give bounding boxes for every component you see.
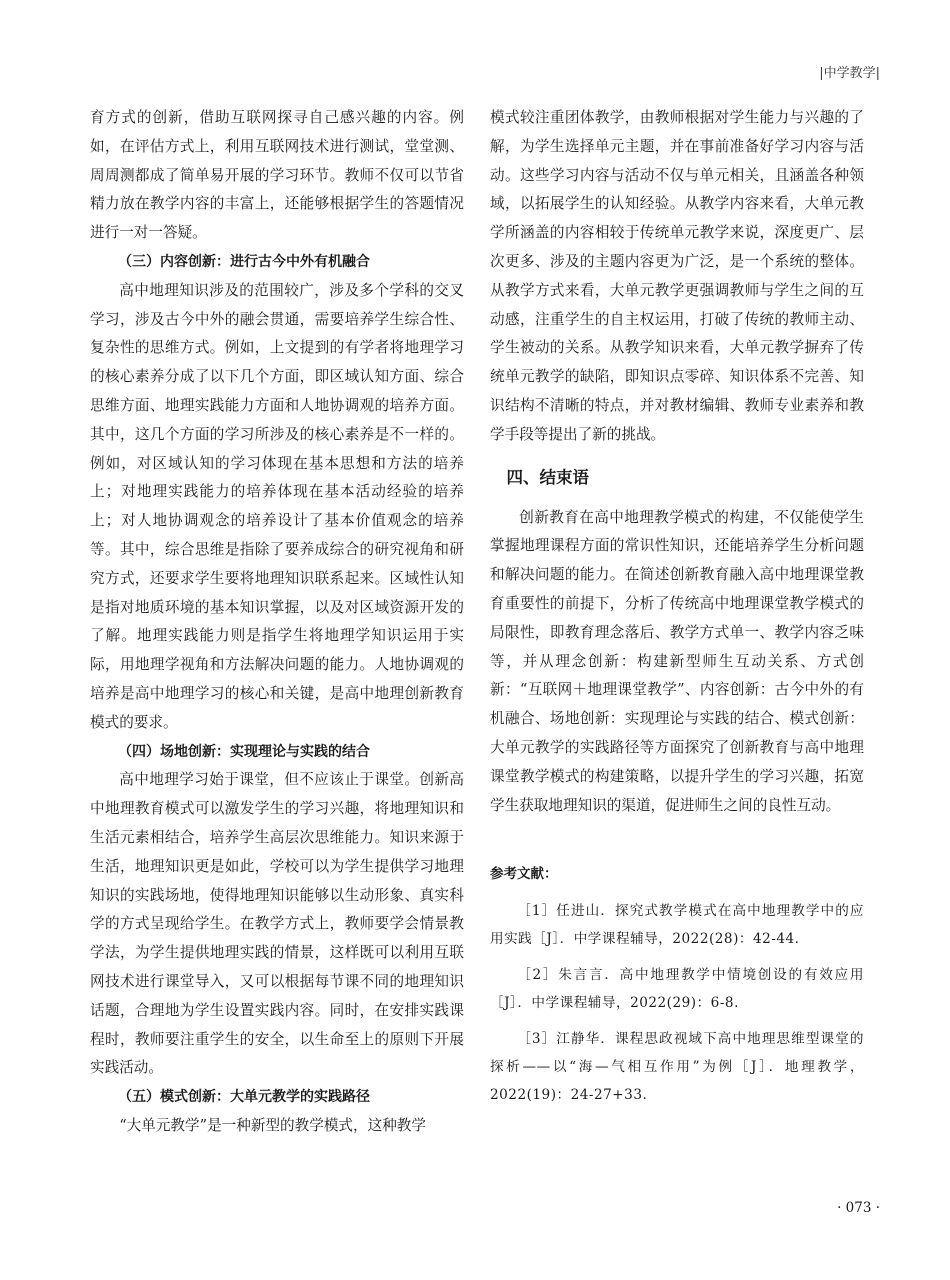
references-title: 参考文献：: [490, 866, 558, 883]
paragraph: 高中地理学习始于课堂，但不应该止于课堂。创新高中地理教育模式可以激发学生的学习兴趣，将地理知识和生活元素相结合，培养学生高层次思维能力。知识来源于生活，地理知识更是如此，学校可以为学生提供学习地理知识的实践场地，使得地理知识能够以生动形象、真实科学的方式呈现给学生。在教学方式上，教师要学会情景教学法，为学生提供地理实践的情景，这样既可以利用互联网技术进行课堂导入，又可以根据每节课不同的地理知识话题，合理地为学生设置实践内容。同时，在安排实践课程时，教师要注重学生的安全，以生命至上的原则下开展实践活动。: [90, 771, 464, 1077]
right-column: [490, 104, 864, 1117]
paragraph: 高中地理知识涉及的范围较广，涉及多个学科的交叉学习，涉及古今中外的融会贯通，需要培养学生综合性、复杂性的思维方式。例如，上文提到的有学者将地理学习的核心素养分成了以下几个方面，即区域认知方面、综合思维方面、地理实践能力方面和人地协调观的培养方面。其中，这几个方面的学习所涉及的核心素养是不一样的。例如，对区域认知的学习体现在基本思想和方法的培养上；对地理实践能力的培养体现在基本活动经验的培养上；对人地协调观念的培养设计了基本价值观念的培养等。其中，综合思维是指除了要养成综合的研究视角和研究方式，还要求学生要将地理知识联系起来。区域性认知是指对地质环境的基本知识掌握，以及对区域资源开发的了解。地理实践能力则是指学生将地理学知识运用于实际，用地理学视角和方法解决问题的能力。人地协调观的培养是高中地理学习的核心和关键，是高中地理创新教育模式的要求。: [90, 281, 464, 731]
page-number: · 073 ·: [837, 1200, 880, 1216]
left-column: [90, 104, 464, 1141]
reference-item: ［3］江静华．课程思政视域下高中地理思维型课堂的探析——以“海—气相互作用”为例［J］．地理教学，2022(19)：24-27+33.: [490, 1031, 864, 1104]
subsection-heading: （三）内容创新：进行古今中外有机融合: [118, 253, 370, 270]
paragraph: 模式较注重团体教学，由教师根据对学生能力与兴趣的了解，为学生选择单元主题，并在事前准备好学习内容与活动。这些学习内容与活动不仅与单元相关，且涵盖各种领域，以拓展学生的认知经验。从教学内容来看，大单元教学所涵盖的内容相较于传统单元教学来说，深度更广、层次更多、涉及的主题内容更为广泛，是一个系统的整体。从教学方式来看，大单元教学更强调教师与学生之间的互动感，注重学生的自主权运用，打破了传统的教师主动、学生被动的关系。从教学知识来看，大单元教学摒弃了传统单元教学的缺陷，即知识点零碎、知识体系不完善、知识结构不清晰的特点，并对教材编辑、教师专业素养和教学手段等提出了新的挑战。: [490, 109, 864, 443]
reference-item: ［2］朱言言．高中地理教学中情境创设的有效应用［J］．中学课程辅导，2022(29)：6-8.: [490, 967, 864, 1012]
paragraph: 育方式的创新，借助互联网探寻自己感兴趣的内容。例如，在评估方式上，利用互联网技术进行测试，堂堂测、周周测都成了简单易开展的学习环节。教师不仅可以节省精力放在教学内容的丰富上，还能够根据学生的答题情况进行一对一答疑。: [90, 109, 464, 242]
paragraph: 创新教育在高中地理教学模式的构建，不仅能使学生掌握地理课程方面的常识性知识，还能培养学生分析问题和解决问题的能力。在简述创新教育融入高中地理课堂教育重要性的前提下，分析了传统高中地理课堂教学模式的局限性，即教育理念落后、教学方式单一、教学内容乏味等，并从理念创新：构建新型师生互动关系、方式创新：“互联网＋地理课堂教学”、内容创新：古今中外的有机融合、场地创新：实现理论与实践的结合、模式创新：大单元教学的实践路径等方面探究了创新教育与高中地理课堂教学模式的构建策略，以提升学生的学习兴趣，拓宽学生获取地理知识的渠道，促进师生之间的良性互动。: [490, 508, 864, 814]
journal-section-tag: |中学教学|: [819, 66, 880, 81]
reference-item: ［1］任进山．探究式教学模式在高中地理教学中的应用实践［J］．中学课程辅导，2022(28)：42-44.: [490, 903, 864, 948]
subsection-heading: （五）模式创新：大单元教学的实践路径: [118, 1089, 370, 1106]
subsection-heading: （四）场地创新：实现理论与实践的结合: [118, 743, 370, 760]
section-heading: 四、结束语: [506, 467, 589, 487]
paragraph: “大单元教学”是一种新型的教学模式，这种教学: [119, 1116, 426, 1134]
